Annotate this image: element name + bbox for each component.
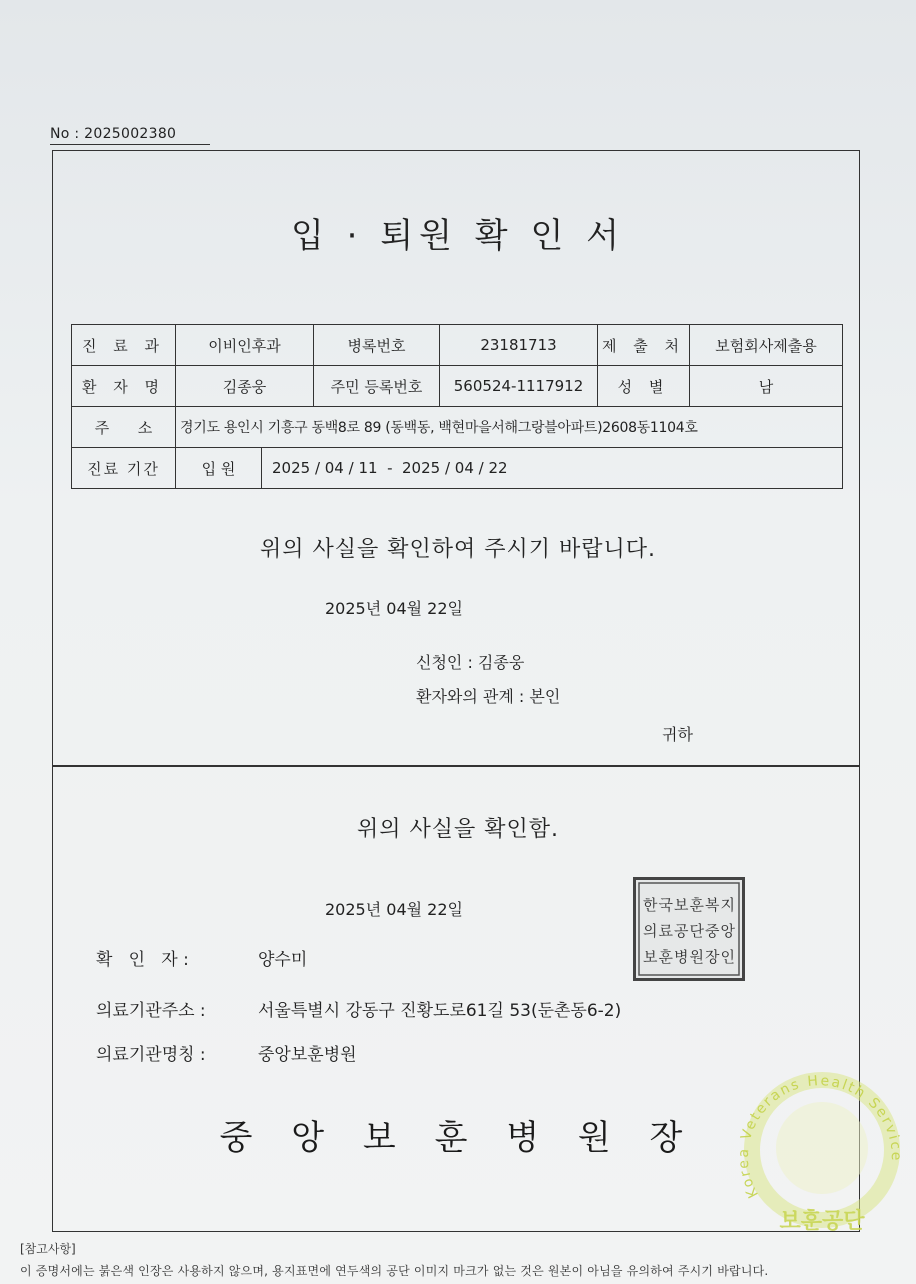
seal-line-3: 보훈병원장인 <box>643 948 735 966</box>
confirmer-label: 확 인 자 : <box>96 950 189 970</box>
submit-label: 제 출 처 <box>598 325 690 366</box>
confirmer-value: 양수미 <box>258 950 308 970</box>
record-value: 23181713 <box>440 325 598 366</box>
rrn-label: 주민 등록번호 <box>314 366 440 407</box>
confirm-date: 2025년 04월 22일 <box>325 900 463 919</box>
relation: 환자와의 관계 : 본인 <box>416 687 561 706</box>
admission-label: 입 원 <box>176 448 262 489</box>
inst-name-value: 중앙보훈병원 <box>258 1045 357 1065</box>
seal-line-2: 의료공단중앙 <box>643 922 735 940</box>
patient-label: 환 자 명 <box>72 366 176 407</box>
document-title: 입 · 퇴원 확 인 서 <box>291 216 625 256</box>
period-label: 진료 기간 <box>72 448 176 489</box>
notes-text: 이 증명서에는 붉은색 인장은 사용하지 않으며, 용지표면에 연두색의 공단 이미지 마크가 없는 것은 원본이 아님을 유의하여 주시기 바랍니다. <box>20 1264 769 1278</box>
seal-line-1: 한국보훈복지 <box>643 896 735 914</box>
hospital-director: 중 앙 보 훈 병 원 장 <box>219 1118 697 1158</box>
applicant: 신청인 : 김종웅 <box>416 653 525 672</box>
sex-label: 성 별 <box>598 366 690 407</box>
address-label: 주 소 <box>72 407 176 448</box>
inst-address-value: 서울특별시 강동구 진황도로61길 53(둔촌동6-2) <box>258 1001 622 1021</box>
confirm-text: 위의 사실을 확인함. <box>357 817 559 842</box>
inst-address-label: 의료기관주소 : <box>96 1001 206 1021</box>
svg-text:Korea Veterans Health Service: Korea Veterans Health Service <box>735 1072 904 1201</box>
record-label: 병록번호 <box>314 325 440 366</box>
official-seal <box>633 877 745 981</box>
addressee: 귀하 <box>662 725 693 744</box>
period-value: 2025 / 04 / 11 - 2025 / 04 / 22 <box>262 448 843 489</box>
patient-value: 김종웅 <box>176 366 314 407</box>
request-date: 2025년 04월 22일 <box>325 599 463 618</box>
dept-value: 이비인후과 <box>176 325 314 366</box>
address-value: 경기도 용인시 기흥구 동백8로 89 (동백동, 백현마을서해그랑블아파트)2608동1104호 <box>176 407 843 448</box>
svg-text:보훈공단: 보훈공단 <box>779 1209 865 1234</box>
veterans-service-logo <box>722 1050 912 1240</box>
request-text: 위의 사실을 확인하여 주시기 바랍니다. <box>260 537 656 562</box>
info-table <box>71 324 843 489</box>
document-number: No : 2025002380 <box>50 126 210 145</box>
rrn-value: 560524-1117912 <box>440 366 598 407</box>
sex-value: 남 <box>690 366 843 407</box>
dept-label: 진 료 과 <box>72 325 176 366</box>
inst-name-label: 의료기관명칭 : <box>96 1045 206 1065</box>
submit-value: 보험회사제출용 <box>690 325 843 366</box>
notes-heading: [참고사항] <box>20 1242 76 1256</box>
section-divider <box>52 765 860 767</box>
